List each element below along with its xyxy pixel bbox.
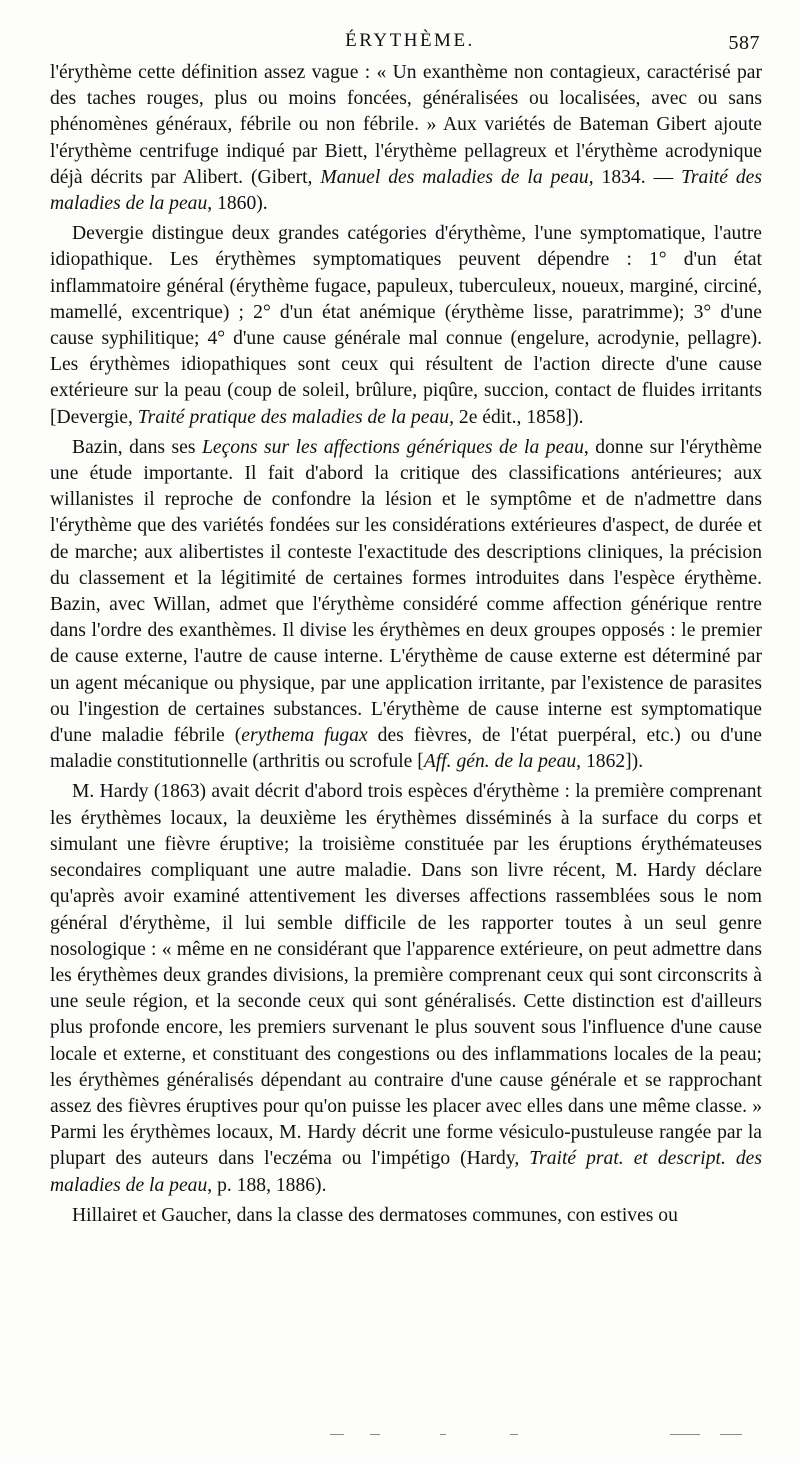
running-head bbox=[60, 30, 760, 54]
italic-title: Traité prat. et descript. des maladies de la peau bbox=[50, 1148, 763, 1196]
paragraph-gibert bbox=[50, 60, 762, 217]
italic-title: Leçons sur les affections génériques de la peau bbox=[202, 436, 584, 458]
paragraph-devergie bbox=[50, 221, 762, 431]
paragraph-hardy bbox=[50, 779, 762, 1198]
page-number: 587 bbox=[728, 32, 760, 54]
text-run: Bazin, dans ses bbox=[72, 436, 202, 458]
paragraph-bazin bbox=[50, 435, 762, 776]
italic-title: Manuel des maladies de la peau bbox=[320, 166, 589, 188]
scan-mark bbox=[370, 1434, 380, 1435]
scan-artifact-marks bbox=[330, 1434, 770, 1440]
italic-title: Aff. gén. de la peau bbox=[423, 751, 577, 773]
italic-title: Traité des maladies de la peau bbox=[50, 166, 762, 215]
text-run: Devergie distingue deux grandes catégories d'érythème, l'une symptomatique, l'autre idiopathique. Les érythèmes symptomatiques peuvent dépendre : 1° d'un état inflammatoire général (érythème fugace, papuleux, tuberculeux, noueux, marginé, circiné, mamellé, excentrique) ; 2° d'un état anémique (érythème lisse, paratrimme); 3° d'une cause syphilitique; 4° d'une cause générale mal connue (engelure, acrodynie, pellagre). Les érythèmes idiopathiques sont ceux qui résultent de l'action directe d'une cause extérieure sur la peau (coup de soleil, brûlure, piqûre, succion, contact de fluides irritants [Devergie, bbox=[50, 223, 762, 428]
text-run: l'érythème cette définition assez vague : « Un exanthème non contagieux, caractérisé par des taches rouges, plus ou moins foncées, généralisées ou localisées, avec ou sans phénomènes généraux, fébrile ou non fébrile. » Aux variétés de Bateman Gibert ajoute l'érythème centrifuge indiqué par Biett, l'érythème pellagreux et l'érythème acrodynique déjà décrits par Alibert. (Gibert, bbox=[50, 62, 762, 188]
text-run: , 1860). bbox=[207, 193, 268, 215]
body-text bbox=[50, 60, 762, 1229]
text-run: , donne sur l'érythème une étude importante. Il fait d'abord la critique des classifications antérieures; aux willanistes il reproche de confondre la lésion et le symptôme et de n'admettre dans l'érythème que des variétés fondées sur les considérations extérieures d'aspect, de durée et de marche; aux alibertistes il conteste l'exactitude des descriptions cliniques, la précision du classement et la légitimité de certaines formes introduites dans l'espèce érythème. Bazin, avec Willan, admet que l'érythème considéré comme affection générique rentre dans l'ordre des exanthèmes. Il divise les érythèmes en deux groupes opposés : le premier de cause externe, l'autre de cause interne. L'érythème de cause externe est déterminé par un agent mécanique ou physique, par une application irritante, par l'existence de parasites ou l'ingestion de certaines substances. L'érythème de cause interne est symptomatique d'une maladie fébrile ( bbox=[50, 436, 762, 747]
scan-mark bbox=[720, 1434, 742, 1435]
scan-mark bbox=[330, 1434, 344, 1435]
text-run: , 2e édit., 1858]). bbox=[449, 406, 584, 428]
text-run: , p. 188, 1886). bbox=[207, 1174, 327, 1196]
text-run: M. Hardy (1863) avait décrit d'abord trois espèces d'érythème : la première comprenant les érythèmes locaux, la deuxième les érythèmes disséminés à la surface du corps et simulant une fièvre éruptive; la troisième constituée par les éruptions érythémateuses secondaires compliquant une autre maladie. Dans son livre récent, M. Hardy déclare qu'après avoir examiné attentivement les diverses affections rassemblées sous le nom général d'érythème, il lui semble difficile de les rapporter toutes à un seul genre nosologique : « même en ne considérant que l'apparence extérieure, on peut admettre dans les érythèmes deux grandes divisions, la première comprenant ceux qui sont circonscrits à une seule région, et la seconde ceux qui sont généralisés. Cette distinction est d'ailleurs plus profonde encore, les premiers survenant le plus souvent sous l'influence d'une cause locale et externe, et constituant des congestions ou des inflammations locales de la peau; les érythèmes généralisés dépendant au contraire d'une cause générale et se rapprochant assez des fièvres éruptives pour qu'on puisse les placer avec elles dans une même classe. » Parmi les érythèmes locaux, M. Hardy décrit une forme vésiculo-pustuleuse rangée par la plupart des auteurs dans l'eczéma ou l'impétigo (Hardy, bbox=[50, 781, 762, 1170]
text-run: , 1834. — bbox=[588, 166, 682, 188]
italic-term: erythema fugax bbox=[241, 725, 368, 747]
paragraph-hillairet bbox=[50, 1203, 762, 1229]
scan-mark bbox=[440, 1434, 446, 1435]
text-run: des fièvres, de l'état puerpéral, etc.) ou d'une maladie constitutionnelle (arthritis ou scrofule [ bbox=[50, 725, 762, 773]
text-run: Hillairet et Gaucher, dans la classe des dermatoses communes, con estives ou bbox=[72, 1204, 678, 1226]
text-run: , 1862]). bbox=[576, 751, 644, 773]
running-title: ÉRYTHÈME. bbox=[345, 30, 475, 51]
scan-mark bbox=[510, 1434, 518, 1435]
scan-mark bbox=[670, 1434, 700, 1435]
italic-title: Traité pratique des maladies de la peau bbox=[137, 406, 450, 428]
